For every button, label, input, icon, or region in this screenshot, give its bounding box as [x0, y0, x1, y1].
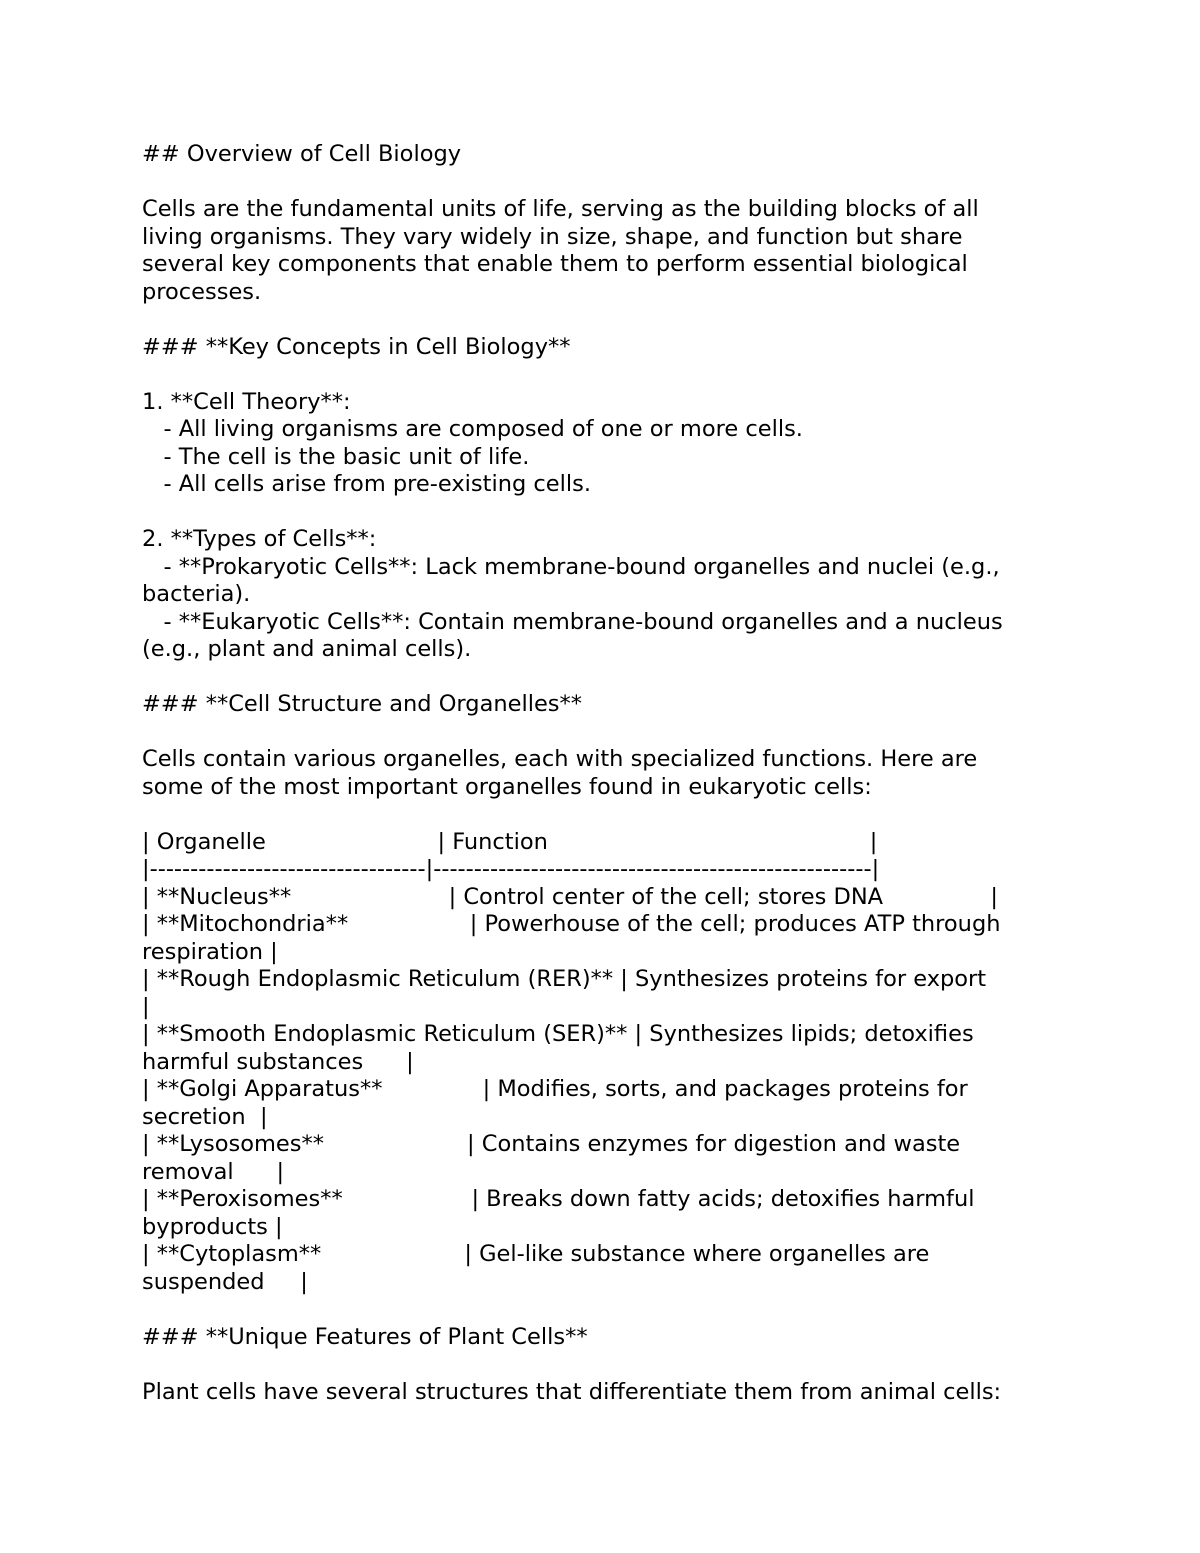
table-line: | **Rough Endoplasmic Reticulum (RER)** | Synthesizes proteins for export	[142, 966, 987, 992]
cell-theory-title: 1. **Cell Theory**:	[142, 388, 351, 415]
intro-line: processes.	[142, 278, 262, 305]
cell-theory-point: - All living organisms are composed of one or more cells.	[142, 416, 803, 442]
table-line: | **Nucleus** | Control center of the cell; stores DNA |	[142, 883, 998, 910]
blank-line	[142, 719, 1062, 747]
table-line: |----------------------------------|------------------------------------------------------|	[142, 856, 880, 882]
cell-theory-point: - The cell is the basic unit of life.	[142, 443, 530, 470]
table-line: suspended |	[142, 1268, 308, 1295]
table-line: | **Cytoplasm** | Gel-like substance where organelles are	[142, 1241, 930, 1267]
table-line: | **Smooth Endoplasmic Reticulum (SER)** | Synthesizes lipids; detoxifies	[142, 1021, 974, 1047]
types-of-cells-title: 2. **Types of Cells**:	[142, 526, 377, 552]
blank-line	[142, 169, 1062, 197]
blank-line	[142, 1296, 1062, 1324]
types-of-cells-line: bacteria).	[142, 581, 251, 607]
intro-line: Cells are the fundamental units of life, serving as the building blocks of all	[142, 196, 979, 222]
document-body	[142, 141, 1062, 1406]
cell-theory-point: - All cells arise from pre-existing cells.	[142, 471, 591, 497]
heading-key-concepts: ### **Key Concepts in Cell Biology**	[142, 333, 571, 360]
table-line: harmful substances |	[142, 1048, 414, 1075]
intro-line: living organisms. They vary widely in size, shape, and function but share	[142, 223, 963, 250]
table-line: | Organelle | Function |	[142, 828, 878, 855]
types-of-cells-line: - **Eukaryotic Cells**: Contain membrane-bound organelles and a nucleus	[142, 608, 1003, 635]
types-of-cells-line: - **Prokaryotic Cells**: Lack membrane-bound organelles and nuclei (e.g.,	[142, 553, 1000, 580]
table-line: secretion |	[142, 1103, 268, 1130]
table-line: | **Mitochondria** | Powerhouse of the cell; produces ATP through	[142, 911, 1001, 937]
blank-line	[142, 306, 1062, 334]
table-line: | **Lysosomes** | Contains enzymes for digestion and waste	[142, 1131, 961, 1157]
types-of-cells-line: (e.g., plant and animal cells).	[142, 636, 472, 662]
intro-line: several key components that enable them to perform essential biological	[142, 251, 968, 277]
table-line: byproducts |	[142, 1213, 283, 1240]
table-line: |	[142, 993, 150, 1020]
blank-line	[142, 499, 1062, 527]
blank-line	[142, 361, 1062, 389]
plant-line: Plant cells have several structures that differentiate them from animal cells:	[142, 1378, 1002, 1405]
table-line: removal |	[142, 1158, 285, 1185]
heading-plant: ### **Unique Features of Plant Cells**	[142, 1323, 588, 1350]
blank-line	[142, 1351, 1062, 1379]
table-line: | **Golgi Apparatus** | Modifies, sorts, and packages proteins for	[142, 1076, 968, 1102]
blank-line	[142, 664, 1062, 692]
table-line: respiration |	[142, 938, 278, 965]
table-line: | **Peroxisomes** | Breaks down fatty acids; detoxifies harmful	[142, 1186, 975, 1212]
structure-line: some of the most important organelles found in eukaryotic cells:	[142, 773, 872, 800]
heading-structure: ### **Cell Structure and Organelles**	[142, 691, 583, 717]
structure-line: Cells contain various organelles, each with specialized functions. Here are	[142, 746, 978, 772]
blank-line	[142, 801, 1062, 829]
heading-overview: ## Overview of Cell Biology	[142, 141, 462, 167]
